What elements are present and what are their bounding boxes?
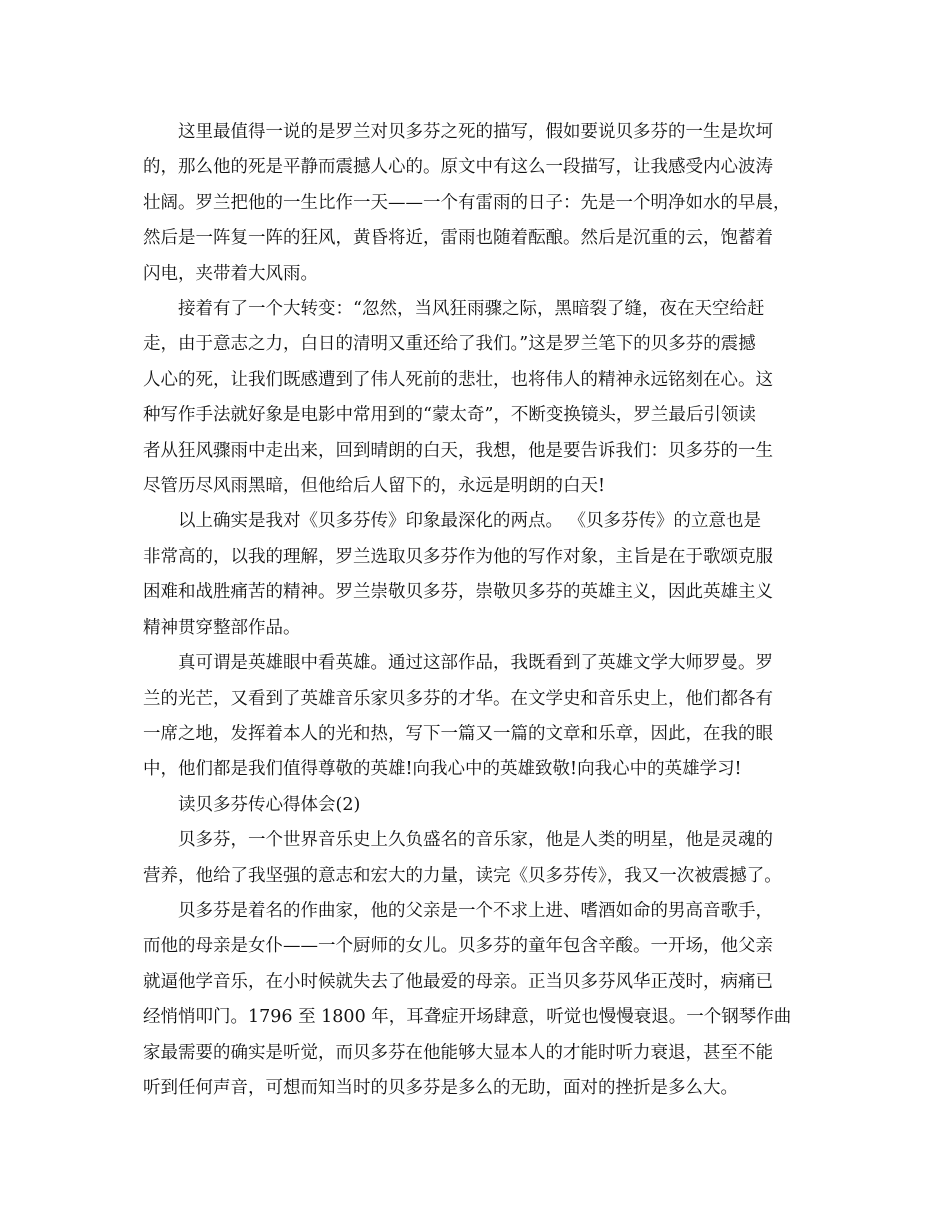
paragraph-biography: 贝多芬是着名的作曲家，他的父亲是一个不求上进、嗜酒如命的男高音歌手， 而他的母亲是女仆——一个厨师的女儿。贝多芬的童年包含辛酸。一开场，他父亲 就逼他学音乐，在小时候就失去了他最爱的母亲。正当贝多芬风华正茂时，病痛已 经悄悄叩门。1796 至 1800 年，耳聋症开场肆意，听觉也慢慢衰退。一个钢琴作曲 家最需要的确实是听觉，而贝多芬在他能够大显本人的才能时听力衰退，甚至不能 听到任何声音，可想而知当时的贝多芬是多么的无助，面对的挫折是多么大。 <box>143 900 792 1098</box>
paragraph-impressions: 以上确实是我对《贝多芬传》印象最深化的两点。 《贝多芬传》的立意也是 非常高的，以我的理解，罗兰选取贝多芬作为他的写作对象，主旨是在于歌颂克服 困难和战胜痛苦的精神。罗兰崇敬贝多芬，崇敬贝多芬的英雄主义，因此英雄主义 精神贯穿整部作品。 <box>143 511 773 638</box>
paragraph-intro: 贝多芬，一个世界音乐史上久负盛名的音乐家，他是人类的明星，他是灵魂的 营养，他给了我坚强的意志和宏大的力量，读完《贝多芬传》，我又一次被震撼了。 <box>143 830 782 886</box>
paragraph-heroes: 真可谓是英雄眼中看英雄。通过这部作品，我既看到了英雄文学大师罗曼。罗 兰的光芒，又看到了英雄音乐家贝多芬的才华。在文学史和音乐史上，他们都各有 一席之地，发挥着本人的光和热，写下一篇又一篇的文章和乐章，因此，在我的眼 中，他们都是我们值得尊敬的英雄!向我心中的英雄致敬!向我心中的英雄学习! <box>143 653 773 780</box>
paragraph-turning-point: 接着有了一个大转变：“忽然，当风狂雨骤之际，黑暗裂了缝，夜在天空给赶 走，由于意志之力，白日的清明又重还给了我们。”这是罗兰笔下的贝多芬的震撼 人心的死，让我们既感遭到了伟人死前的悲壮，也将伟人的精神永远铭刻在心。这 种写作手法就好象是电影中常用到的“蒙太奇”，不断变换镜头，罗兰最后引领读 者从狂风骤雨中走出来，回到晴朗的白天，我想，他是要告诉我们：贝多芬的一生 尽管历尽风雨黑暗，但他给后人留下的，永远是明朗的白天! <box>143 299 773 497</box>
document-body <box>143 115 823 1106</box>
section-heading: 读贝多芬传心得体会(2) <box>178 794 361 815</box>
paragraph-beethoven-death: 这里最值得一说的是罗兰对贝多芬之死的描写，假如要说贝多芬的一生是坎坷 的，那么他的死是平静而震撼人心的。原文中有这么一段描写，让我感受内心波涛 壮阔。罗兰把他的一生比作一天——一个有雷雨的日子：先是一个明净如水的早晨， 然后是一阵复一阵的狂风，黄昏将近，雷雨也随着酝酿。然后是沉重的云，饱蓄着 闪电，夹带着大风雨。 <box>143 122 791 284</box>
